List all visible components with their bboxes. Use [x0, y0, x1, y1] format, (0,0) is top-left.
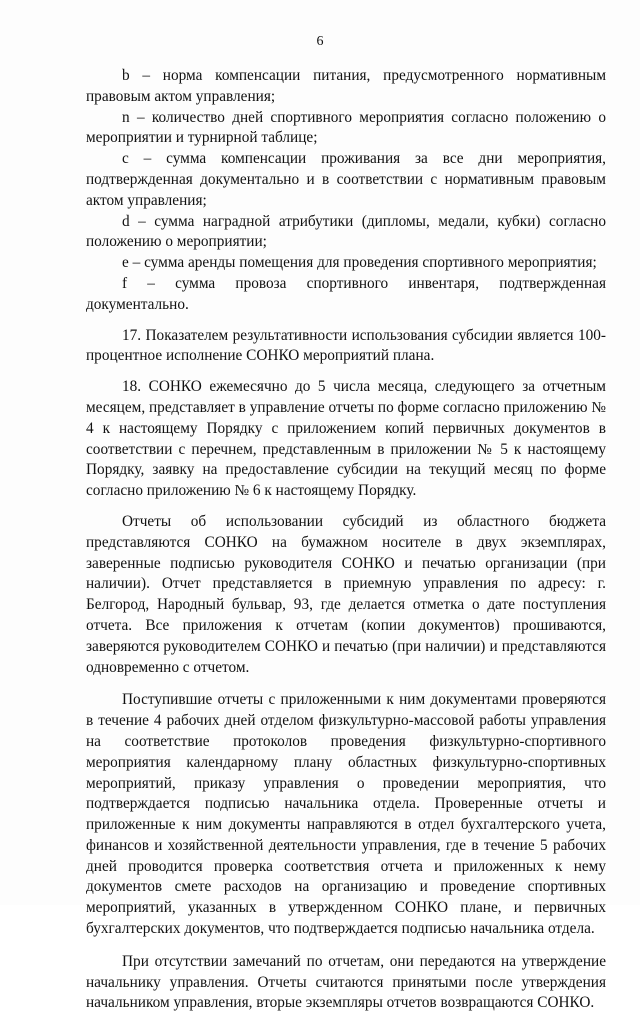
- paragraph-reports-approval: При отсутствии замечаний по отчетам, они передаются на утверждение начальнику управления. Отчеты считаются принятыми после утверждения начальником управления, вторые экземпляры отчетов возвращаются СОНКО.: [86, 952, 606, 1012]
- paragraph-reports-verification: Поступившие отчеты с приложенными к ним документами проверяются в течение 4 рабочих дней отделом физкультурно-массовой работы управления на соответствие протоколов проведения физкультурно-спортивного мероприятия календарному плану областных физкультурно-спортивных мероприятий, приказу управления о проведении мероприятия, что подтверждается подписью начальника отдела. Проверенные отчеты и приложенные к ним документы направляются в отдел бухгалтерского учета, финансов и хозяйственной деятельности управления, где в течение 5 рабочих дней проводится проверка соответствия отчета и приложенных к нему документов смете расходов на организацию и проведение спортивных мероприятий, указанных в утвержденном СОНКО плане, и первичных бухгалтерских документов, что подтверждается подписью начальника отдела.: [86, 691, 606, 938]
- paragraph-17: 17. Показателем результативности использования субсидии является 100-процентное исполнение СОНКО мероприятий плана.: [86, 326, 606, 365]
- paragraph-b: b – норма компенсации питания, предусмотренного нормативным правовым актом управления;: [86, 67, 606, 105]
- paragraph-n: n – количество дней спортивного мероприятия согласно положению о мероприятии и турнирной таблице;: [86, 108, 606, 147]
- paragraph-d: d – сумма наградной атрибутики (дипломы, медали, кубки) согласно положению о мероприятии;: [86, 212, 606, 251]
- paragraph-18: 18. СОНКО ежемесячно до 5 числа месяца, следующего за отчетным месяцем, представляет в управление отчеты по форме согласно приложению № 4 к настоящему Порядку с приложением копий первичных документов в соответствии с перечнем, представленным в приложении № 5 к настоящему Порядку, заявку на предоставление субсидии на текущий месяц по форме согласно приложению № 6 к настоящему Порядку.: [86, 378, 606, 500]
- paragraph-c: c – сумма компенсации проживания за все дни мероприятия, подтвержденная документально и в соответствии с нормативным правовым актом управления;: [86, 150, 606, 209]
- paragraph-f: f – сумма провоза спортивного инвентаря, подтвержденная документально.: [86, 274, 606, 313]
- document-body: [86, 66, 606, 1014]
- paragraph-reports-submission: Отчеты об использовании субсидий из областного бюджета представляются СОНКО на бумажном носителе в двух экземплярах, заверенные подписью руководителя СОНКО и печатью организации (при наличии). Отчет представляется в приемную управления по адресу: г. Белгород, Народный бульвар, 93, где делается отметка о дате поступления отчета. Все приложения к отчетам (копии документов) прошиваются, заверяются руководителем СОНКО и печатью (при наличии) и представляются одновременно с отчетом.: [86, 512, 606, 676]
- paragraph-e: e – сумма аренды помещения для проведения спортивного мероприятия;: [122, 254, 597, 272]
- page-number: 6: [316, 34, 324, 49]
